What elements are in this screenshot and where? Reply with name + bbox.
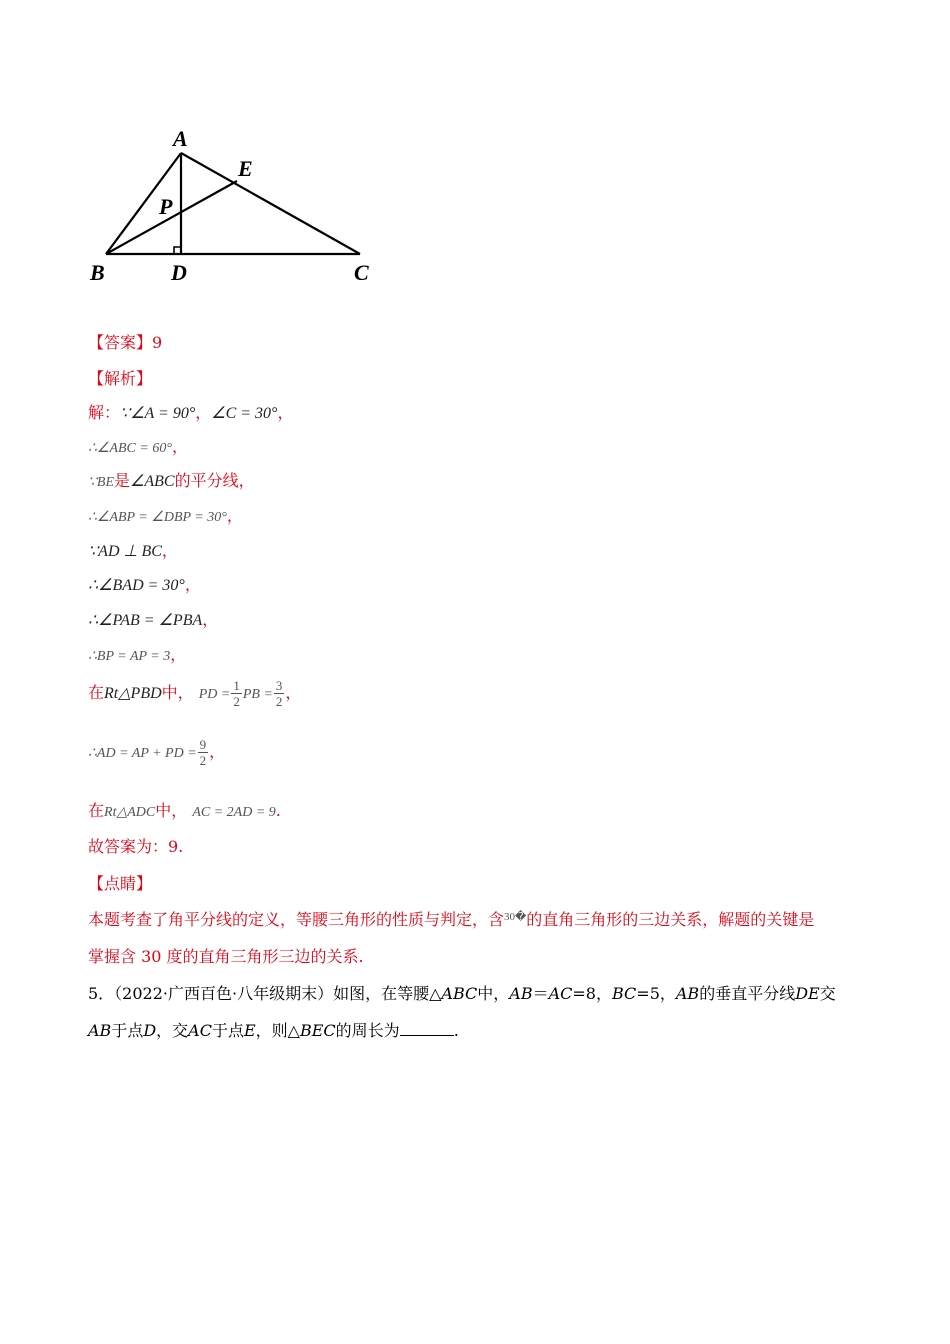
step-6-end: ， <box>184 575 201 594</box>
fraction-one-half <box>231 678 242 709</box>
p5-var-abc: ABC <box>441 984 478 1003</box>
step-9-math-pb: PB = <box>242 687 273 702</box>
step-7-end: ， <box>202 610 219 629</box>
step-10-end: ， <box>209 742 226 761</box>
p5-var-ac-2: AC <box>188 1021 212 1040</box>
comment-line-2: 掌握含 30 度的直角三角形三边的关系. <box>88 947 364 966</box>
step-4 <box>88 503 243 526</box>
step-6-math: ∴∠BAD = 30° <box>88 577 185 594</box>
step-5-end: ， <box>161 541 178 560</box>
comment-line-1-a: 本题考查了角平分线的定义，等腰三角形的性质与判定，含 <box>88 910 505 929</box>
p5-text-d: =5， <box>636 984 676 1003</box>
p5-text-j: ，则△ <box>255 1021 300 1040</box>
step-9-text-a: 在 <box>88 683 105 702</box>
step-5 <box>88 538 178 561</box>
step-1-end: ， <box>277 403 294 422</box>
p5-var-bec: BEC <box>299 1021 336 1040</box>
label-b: B <box>90 260 105 285</box>
step-2 <box>88 434 188 457</box>
p5-text-g: 于点 <box>111 1021 144 1040</box>
fraction-denominator: 2 <box>275 694 283 709</box>
step-9-math-triangle: Rt△PBD <box>104 685 162 702</box>
fraction-denominator: 2 <box>233 694 240 709</box>
step-1-prefix: 解： <box>88 403 121 422</box>
p5-text-i: 于点 <box>211 1021 244 1040</box>
p5-text-k: 的周长为 <box>335 1021 400 1040</box>
p5-text-f: 交 <box>819 984 836 1003</box>
step-3-text-a: 是 <box>114 471 131 490</box>
fraction-denominator: 2 <box>199 753 207 768</box>
p5-var-ac: AC <box>548 984 573 1003</box>
step-7-math: ∴∠PAB = ∠PBA <box>88 612 203 629</box>
step-4-end: ， <box>226 506 243 525</box>
comment-tag: 【点睛】 <box>88 874 153 893</box>
p5-var-ab-2: AB <box>675 984 700 1003</box>
step-1 <box>88 400 293 423</box>
segment-ac <box>181 153 360 254</box>
fraction-nine-halves <box>198 737 209 768</box>
step-3-math-be: ∵BE <box>88 475 115 490</box>
p5-text-b: 中， <box>477 984 510 1003</box>
step-11-text-b: 中， <box>155 801 188 820</box>
fraction-three-halves <box>274 678 285 709</box>
triangle-figure <box>82 118 382 293</box>
step-6 <box>88 572 201 595</box>
step-1-math-c: ∠C = 30° <box>211 405 278 422</box>
comment-degree: 30� <box>504 911 527 923</box>
step-9-end: ， <box>285 683 302 702</box>
problem-5-line-2 <box>88 1018 459 1041</box>
p5-text-c: =8， <box>572 984 612 1003</box>
fraction-numerator: 9 <box>199 737 207 752</box>
p5-var-d: D <box>143 1021 157 1040</box>
p5-text-e: 的垂直平分线 <box>699 984 796 1003</box>
step-8-math: ∴BP = AP = 3 <box>88 649 171 664</box>
p5-text-a: 5．（2022·广西百色·八年级期末）如图，在等腰△ <box>88 984 442 1003</box>
p5-eq: ＝ <box>532 984 549 1003</box>
problem-5-line-1 <box>88 981 836 1004</box>
step-3-text-b: 的平分线 <box>174 471 239 490</box>
step-9-text-b: 中， <box>161 683 194 702</box>
label-c: C <box>354 260 369 285</box>
step-11-math-triangle: Rt△ADC <box>104 805 156 820</box>
comment-line-1-b: 的直角三角形的三边关系，解题的关键是 <box>526 910 815 929</box>
step-11-math: AC = 2AD = 9 <box>192 805 276 820</box>
label-e: E <box>238 156 253 181</box>
label-p: P <box>159 194 173 219</box>
p5-var-ab-3: AB <box>88 1021 112 1040</box>
step-3-math-abc: ∠ABC <box>130 473 175 490</box>
step-7 <box>88 607 218 630</box>
step-11-end: . <box>275 801 281 820</box>
step-2-math: ∴∠ABC = 60° <box>88 441 172 456</box>
step-10-math: ∴AD = AP + PD = <box>88 746 197 761</box>
step-12: 故答案为：9. <box>88 837 184 856</box>
step-1-sep: ， <box>195 403 212 422</box>
comment-line-1 <box>88 907 814 930</box>
p5-var-bc: BC <box>611 984 637 1003</box>
label-a: A <box>173 126 188 151</box>
step-8 <box>88 642 186 665</box>
step-10 <box>88 737 225 768</box>
answer-value: 9 <box>152 333 163 352</box>
p5-text-h: ，交 <box>156 1021 189 1040</box>
p5-text-end: . <box>453 1021 459 1040</box>
answer-line <box>88 330 162 353</box>
p5-var-e: E <box>243 1021 256 1040</box>
answer-tag: 【答案】 <box>88 333 153 352</box>
analysis-tag: 【解析】 <box>88 369 153 388</box>
step-11-text-a: 在 <box>88 801 105 820</box>
fraction-numerator: 3 <box>275 678 283 693</box>
step-1-math-a: ∵∠A = 90° <box>120 405 196 422</box>
fraction-numerator: 1 <box>233 678 240 693</box>
step-3-end: ， <box>238 471 255 490</box>
p5-var-ab: AB <box>509 984 533 1003</box>
step-11 <box>88 798 281 821</box>
step-3 <box>88 468 255 491</box>
answer-blank <box>400 1023 454 1036</box>
step-2-end: ， <box>171 437 188 456</box>
step-4-math: ∴∠ABP = ∠DBP = 30° <box>88 510 227 525</box>
step-8-end: ， <box>170 645 187 664</box>
figure-lines <box>106 153 360 254</box>
p5-var-de: DE <box>795 984 820 1003</box>
step-5-math: ∵AD ⊥ BC <box>88 543 162 560</box>
label-d: D <box>171 260 187 285</box>
step-9-math-pd: PD = <box>198 687 231 702</box>
step-9 <box>88 678 301 709</box>
